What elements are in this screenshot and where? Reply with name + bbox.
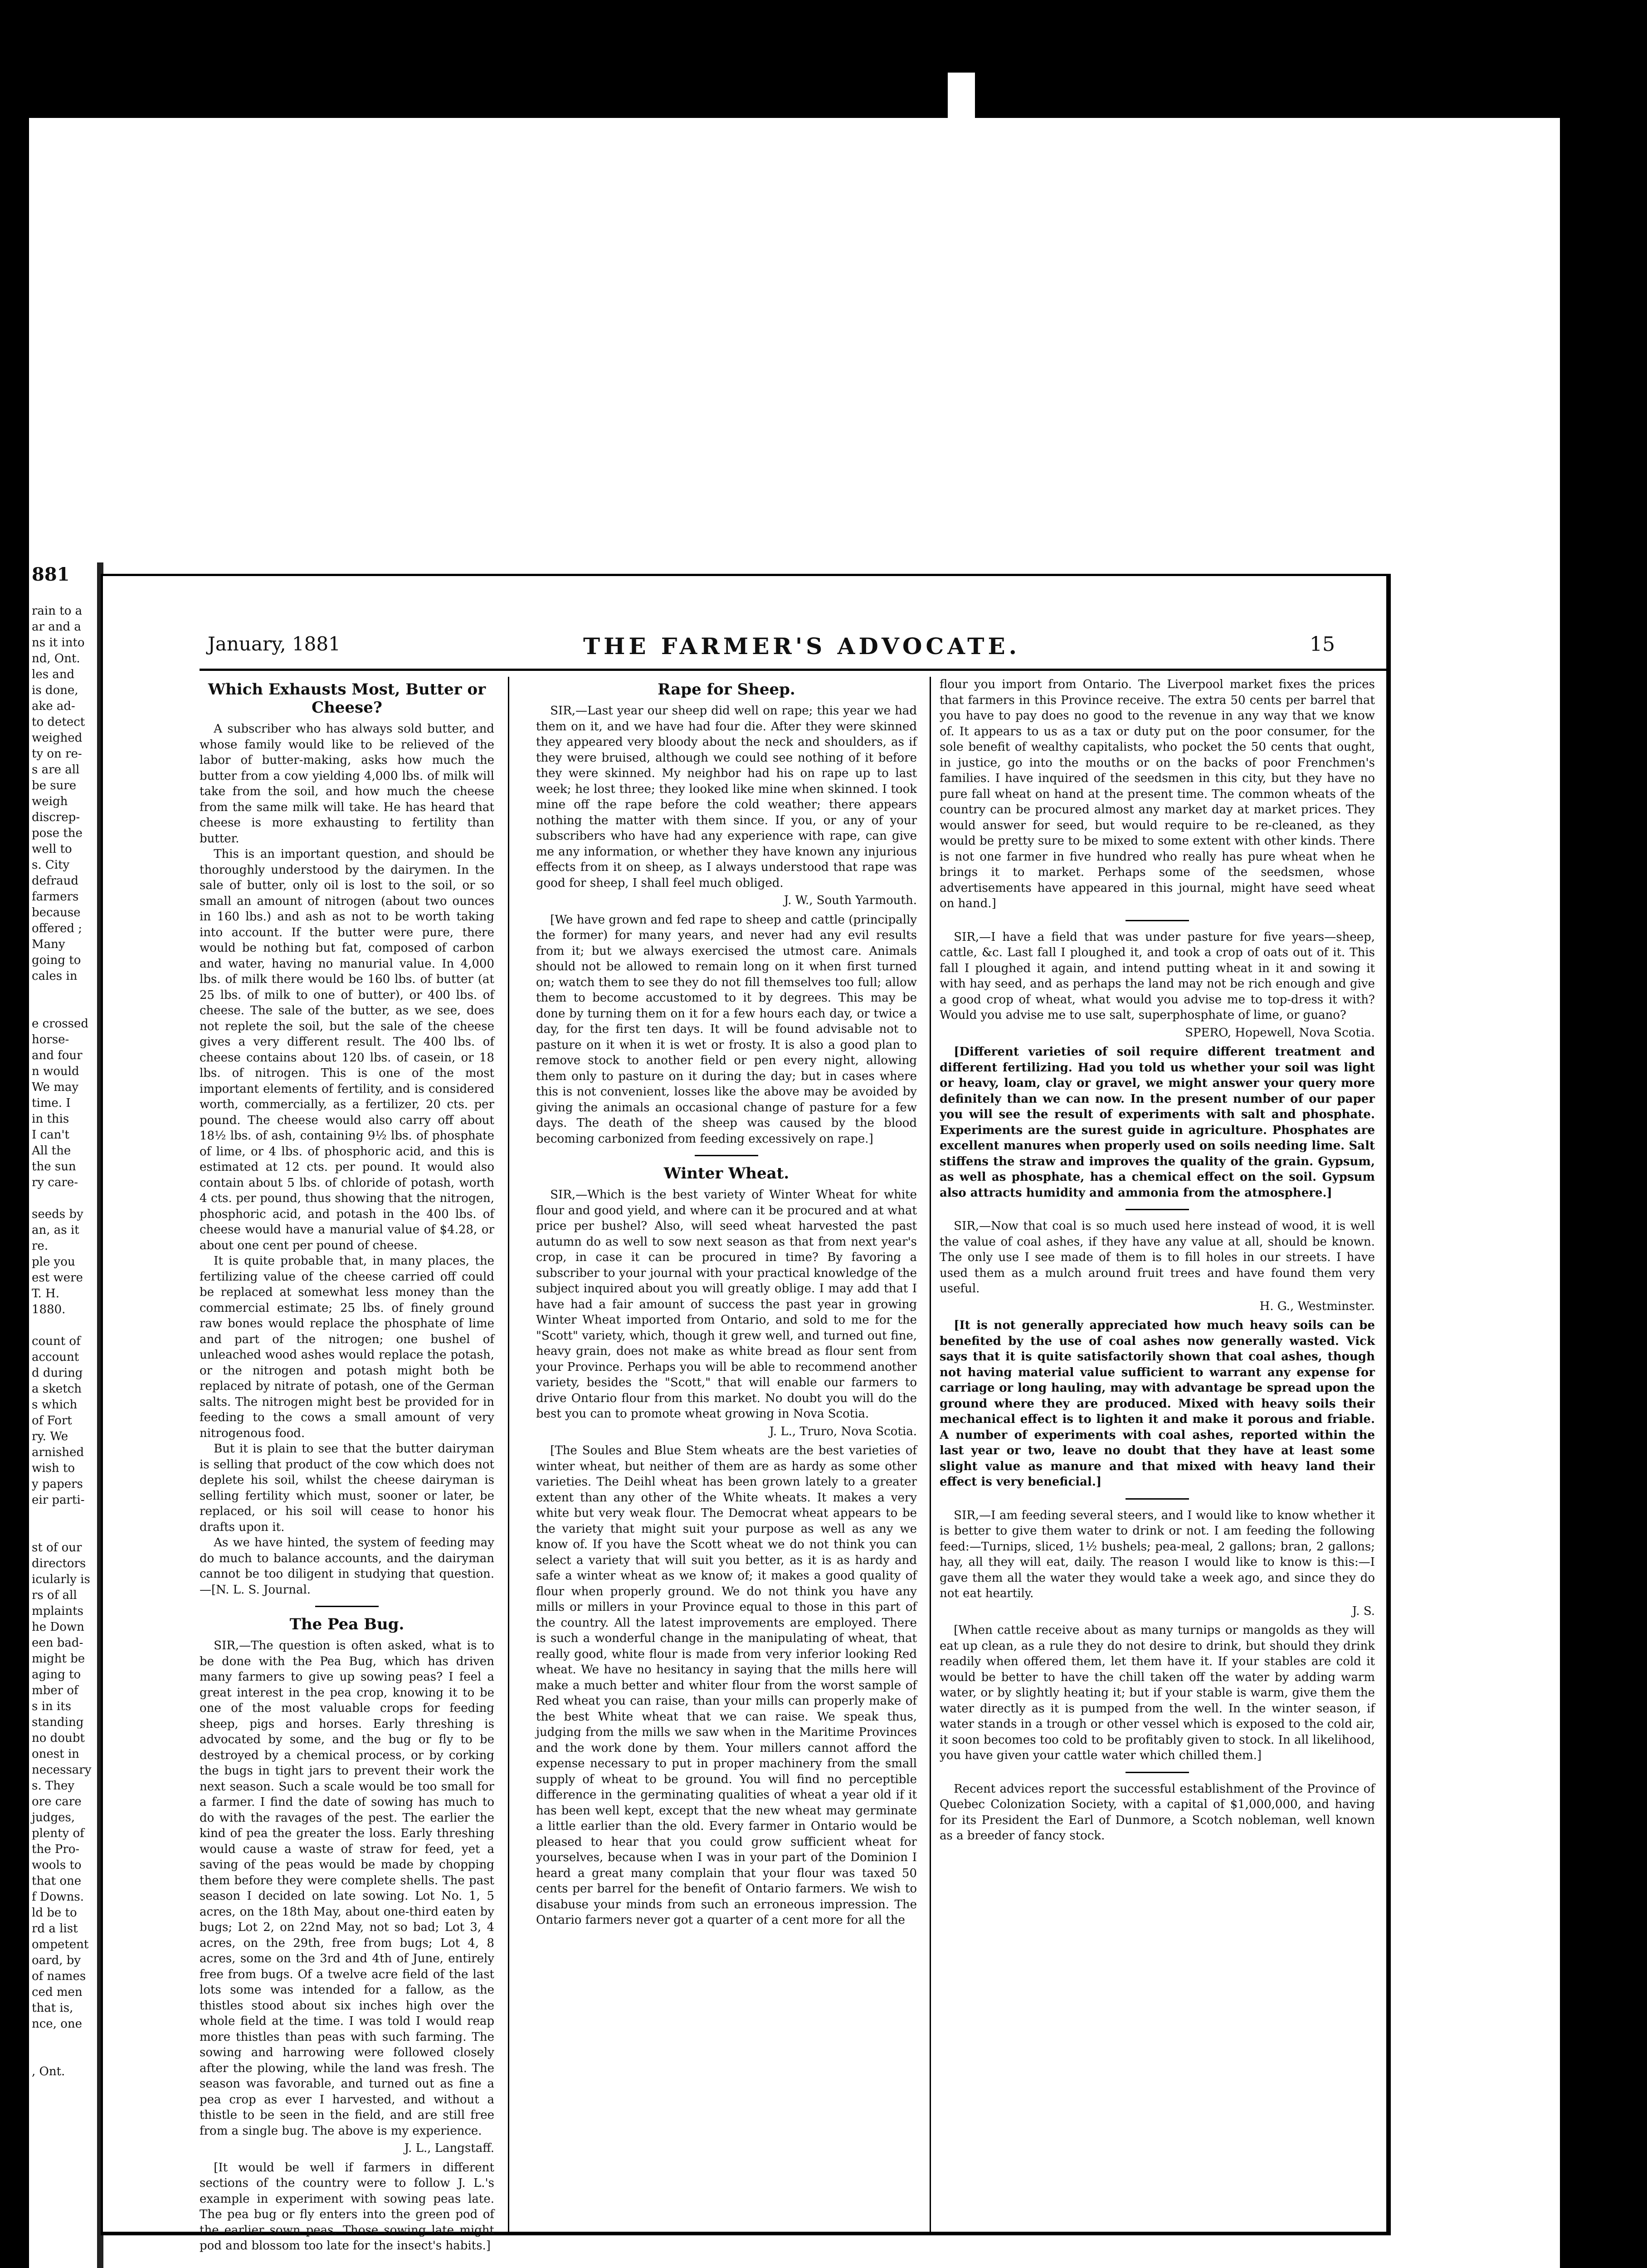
header-rule	[200, 669, 1388, 671]
paragraph: SIR,—The question is often asked, what is to be done with the Pea Bug, which has driven many farmers to give up sowing peas? I feel a great interest in the pea crop, knowing it to be one of the most valuable crops for feeding sheep, pigs and horses. Early threshing is advocated by some, and the bug or fly to be destroyed by a chemical process, or by corking the bugs in tight jars to prevent their work the next season. Such a scale would be too small for a farmer. I find the date of sowing has much to do with the ravages of the pest. The earlier the kind of pea the greater the loss. Early threshing would cause a waste of straw for feed, yet a saving of the peas would be made by chopping them before they were complete shells. The past season I decided on late sowing. Lot No. 1, 5 acres, on the 18th May, about one-third eaten by bugs; Lot 2, on 22nd May, not so bad; Lot 3, 4 acres, on the 29th, free from bugs; Lot 4, 8 acres, some on the 3rd and 4th of June, entirely free from bugs. Of a twelve acre field of the last lots some was intended for a fallow, as the thistles stood about six inches high over the whole field at the time. I was told I would reap more thistles than peas with such farming. The sowing and harrowing were followed closely after the plowing, while the land was fresh. The season was favorable, and turned out as fine a pea crop as ever I harvested, and without a thistle to be seen in the field, and are still free from a single bug. The above is my experience.	[200, 1639, 494, 2138]
page-number: 15	[1310, 633, 1335, 656]
paragraph: But it is plain to see that the butter dairyman is selling that product of the cow which does not deplete his soil, whilst the cheese dairyman is selling fertility which must, sooner or later, be replaced, or his soil will cease to honor his drafts upon it.	[200, 1442, 494, 1534]
editor-note: [Different varieties of soil require different treatment and different fertilizing. Had you told us whether your soil was light or heavy, loam, clay or gravel, we might answer your query more definitely than we can now. In the present number of our paper you will see the result of experiments with salt and phosphate. Experiments are the surest guide in agriculture. Phosphates are excellent manures when properly used on soils needing lime. Salt stiffens the straw and improves the quality of the grain. Gypsum, as well as phosphate, has a chemical effect on the soil. Gypsum also attracts humidity and ammonia from the atmosphere.]	[940, 1045, 1375, 1200]
section-divider	[1126, 1498, 1189, 1500]
previous-page-text: rain to a ar and a ns it into nd, Ont. les and is done, ake ad- to detect weighed ty on re- s are all be sure weigh discrep- pose the well to s. City defraud farmers because offered ; Many going to cales in e crossed horse- and four n would We may time. I in this I can't All the the sun ry care- seeds by an, as it re. ple you est were T. H. 1880. count of account d during a sketch s which of Fort ry. We arnished wish to y papers eir parti- st of our directors icularly is rs of all mplaints he Down een bad- might be aging to mber of s in its standing no doubt onest in necessary s. They ore care judges, plenty of the Pro- wools to that one f Downs. ld be to rd a list ompetent oard, by of names ced men that is, nce, one , Ont.	[32, 604, 92, 2078]
editor-note: [We have grown and fed rape to sheep and cattle (principally the former) for many years, and never had any evil results from it; but we always exercised the utmost care. Animals should not be allowed to remain long on it when first turned on; watch them to see they do not fill themselves too full; allow them to become accustomed to it by degrees. This may be done by turning them on it for a few hours each day, or twice a day, for the first ten days. It will be found advisable not to pasture on it when it is wet or frosty. It is also a good plan to remove stock to another field or pen every night, allowing them only to pasture on it during the day; but in cases where this is not convenient, losses like the above may be avoided by giving the animals an occasional change of pasture for a few days. The death of the sheep was caused by the blood becoming carbonized from feeding excessively on rape.]	[536, 913, 917, 1146]
article-title-winter-wheat: Winter Wheat.	[663, 1164, 789, 1183]
column-1	[200, 677, 494, 2254]
editor-note: [It would be well if farmers in different sections of the country were to follow J. L.'s example in experiment with sowing peas late. The pea bug or fly enters into the green pod of the earlier sown peas. Those sowing late might pod and blossom too late for the insect's habits.]	[200, 2160, 494, 2253]
scan-border-right	[1560, 0, 1647, 2268]
paragraph: SIR,—Which is the best variety of Winter Wheat for white flour and good yield, and where can it be procured and at what price per bushel? Also, will seed wheat harvested the past autumn do as well to sow next season as that from next year's crop, in case it can be procured in time? By favoring a subscriber to your journal with your practical knowledge of the subject inquired about you will greatly oblige. I may add that I have had a fair amount of success the past year in growing Winter Wheat imported from Ontario, and sold to me for the "Scott" variety, which, though it grew well, and turned out fine, heavy grain, does not make as white bread as flour sent from your Province. Perhaps you will be able to recommend another variety, besides the "Scott," that will enable our farmers to drive Ontario flour from this market. No doubt you will do the best you can to promote wheat growing in Nova Scotia.	[536, 1188, 917, 1421]
issue-date: January, 1881	[208, 633, 341, 655]
article-title-pea-bug: The Pea Bug.	[289, 1615, 404, 1633]
signature: J. L., Truro, Nova Scotia.	[769, 1424, 917, 1438]
column-2	[536, 677, 917, 1928]
section-divider	[1126, 920, 1189, 921]
scan-notch	[948, 73, 975, 118]
paragraph: flour you import from Ontario. The Liverpool market fixes the prices that farmers in this Province receive. The extra 50 cents per barrel that you have to pay does no good to the revenue in any way that we know of. It appears to us as a tax or duty put on the poor consumer, for the sole benefit of wealthy capitalists, who pocket the 50 cents that ought, in justice, go into the mouths or on the backs of poor Frenchmen's families. I have inquired of the seedsmen in this city, but they have no pure fall wheat on hand at the present time. The common wheats of the country can be procured almost any market day at market prices. They would answer for seed, but would require to be re-cleaned, as they would be pretty sure to be mixed to some extent with other kinds. There is not one farmer in five hundred who really has pure wheat when he brings it to market. Perhaps some of the seedsmen, whose advertisements have appeared in this journal, might have seed wheat on hand.]	[940, 678, 1375, 910]
section-divider	[1126, 1209, 1189, 1210]
paragraph: As we have hinted, the system of feeding may do much to balance accounts, and the dairyman cannot be too diligent in studying that question. —[N. L. S. Journal.	[200, 1536, 494, 1597]
paragraph: Recent advices report the successful establishment of the Province of Quebec Colonization Society, with a capital of $1,000,000, and having for its President the Earl of Dunmore, a Scotch nobleman, well known as a breeder of fancy stock.	[940, 1782, 1375, 1843]
article-title-rape-for-sheep: Rape for Sheep.	[658, 680, 795, 699]
scan-border-left	[0, 0, 29, 2268]
paragraph: This is an important question, and should be thoroughly understood by the dairymen. In the sale of butter, only oil is lost to the soil, or so small an amount of nitrogen (about two ounces in 160 lbs.) and ash as not to be worth taking into account. If the butter were pure, there would be nothing but fat, composed of carbon and water, having no manurial value. In 4,000 lbs. of milk there would be 160 lbs. of butter (at 25 lbs. of milk to one of butter), or 400 lbs. of cheese. The sale of the butter, as we see, does not replete the soil, but the sale of the cheese gives a very different result. The 400 lbs. of cheese contains about 120 lbs. of casein, or 18 lbs. of nitrogen. This is one of the most important elements of fertility, and is considered worth, commercially, as a fertilizer, 20 cts. per pound. The cheese would also carry off about 18½ lbs. of ash, containing 9½ lbs. of phosphate of lime, or 4 lbs. of phosphoric acid, and this is estimated at 12 cts. per pound. It would also contain about 5 lbs. of chloride of potash, worth 4 cts. per pound, thus showing that the nitrogen, phosphoric acid, and potash in the 400 lbs. of cheese would have a manurial value of $4.28, or about one cent per pound of cheese.	[200, 847, 494, 1252]
paragraph: SIR,—I have a field that was under pasture for five years—sheep, cattle, &c. Last fall I ploughed it, and took a crop of oats out of it. This fall I ploughed it again, and intend putting wheat in it and sowing it with hay seed, and as perhaps the land may not be rich enough and give a good crop of wheat, what would you advise me to top-dress it with? Would you advise me to use salt, superphosphate of lime, or guano?	[940, 930, 1375, 1022]
paragraph: SIR,—I am feeding several steers, and I would like to know whether it is better to give them water to drink or not. I am feeding the following feed:—Turnips, sliced, 1½ bushels; pea-meal, 2 gallons; bran, 2 gallons; hay, all they will eat, daily. The reason I would like to know is this:—I gave them all the water they would take a week ago, and since they do not eat heartily.	[940, 1508, 1375, 1600]
signature: J. L., Langstaff.	[404, 2141, 494, 2155]
previous-page-number: 881	[32, 564, 70, 585]
editor-note: [The Soules and Blue Stem wheats are the best varieties of winter wheat, but neither of them are as hardy as some other varieties. The Deihl wheat has been grown lately to a greater extent than any other of the White wheats. It makes a very white but very weak flour. The Democrat wheat appears to be the variety that might suit your purpose as well as any we know of. If you have the Scott wheat we do not think you can select a variety that will suit you better, as it is as hardy and safe a winter wheat as we know of; it makes a good quality of flour when properly ground. We do not think you have any mills or millers in your Province equal to those in this part of the country. All the latest improvements are employed. There is such a wonderful change in the manipulating of wheat, that really good, white flour is made from very inferior looking Red wheat. We have no hesitancy in saying that the mills here will make a much better and whiter flour from the worst sample of Red wheat you can raise, than your mills can properly make of the best White wheat that we can raise. We speak thus, judging from the mills we saw when in the Maritime Provinces and the work done by them. Your millers cannot afford the expense necessary to put in proper machinery from the small supply of wheat to be ground. You will find no perceptible difference in the germinating qualities of wheat a year old if it has been well kept, except that the new wheat may germinate a little earlier than the old. Every farmer in Ontario would be pleased to hear that you could grow sufficient wheat for yourselves, because when I was in your part of the Dominion I heard a great many complain that your flour was taxed 50 cents per barrel for the benefit of Ontario farmers. We wish to disabuse your minds from such an erroneous impression. The Ontario farmers never got a quarter of a cent more for all the	[536, 1444, 917, 1927]
signature: SPERO, Hopewell, Nova Scotia.	[1185, 1026, 1375, 1040]
column-rule	[930, 677, 931, 2233]
column-3	[940, 677, 1375, 1844]
scan-border-top	[0, 0, 1647, 118]
signature: H. G., Westminster.	[1259, 1299, 1375, 1313]
paragraph: A subscriber who has always sold butter, and whose family would like to be relieved of the labor of butter-making, asks how much the butter from a cow yielding 4,000 lbs. of milk will take from the soil, and how much the cheese from the same milk will take. He has heard that cheese is more exhausting to fertility than butter.	[200, 722, 494, 846]
article-title-butter-cheese: Which Exhausts Most, Butter or Cheese?	[208, 680, 486, 717]
section-divider	[1126, 1772, 1189, 1773]
section-divider	[315, 1606, 379, 1607]
editor-note: [When cattle receive about as many turnips or mangolds as they will eat up clean, as a rule they do not desire to drink, but should they drink readily when offered them, let them have it. If your stables are cold it would be better to have the chill taken off the water by adding warm water, or by slightly heating it; but if your stable is warm, give them the water directly as it is pumped from the well. In the winter season, if water stands in a trough or other vessel which is exposed to the cold air, it soon becomes too cold to be profitably given to stock. In all likelihood, you have given your cattle water which chilled them.]	[940, 1623, 1375, 1762]
editor-note: [It is not generally appreciated how much heavy soils can be benefited by the use of coal ashes now generally wasted. Vick says that it is quite satisfactorily shown that coal ashes, though not having material value sufficient to warrant any expense for carriage or long hauling, may with advantage be spread upon the ground where they are produced. Mixed with heavy soils their mechanical effect is to lighten it and make it porous and friable. A number of experiments with coal ashes, reported within the last year or two, leave no doubt that they have at least some slight value as manure and that mixed with heavy land their effect is very beneficial.]	[940, 1319, 1375, 1489]
signature: J. S.	[1352, 1604, 1375, 1618]
column-rule	[508, 677, 509, 2233]
paragraph: It is quite probable that, in many places, the fertilizing value of the cheese carried off could be replaced at somewhat less money than the commercial estimate; 25 lbs. of finely ground raw bones would replace the phosphate of lime and part of the nitrogen; one bushel of unleached wood ashes would replace the potash, or the nitrogen and potash might both be replaced by nitrate of potash, one of the German salts. The nitrogen might best be provided for in feeding to the cows a small amount of very nitrogenous food.	[200, 1254, 494, 1440]
page-header	[103, 633, 1350, 666]
paragraph: SIR,—Last year our sheep did well on rape; this year we had them on it, and we have had four die. After they were skinned they appeared very bloody about the neck and shoulders, as if they were bruised, although we could see nothing of it before they were skinned. My neighbor had his on rape up to last week; he lost three; they looked like mine when skinned. I took mine off the rape before the cold weather; there appears nothing the matter with them since. If you, or any of your subscribers who have had any experience with rape, can give me any information, or whether they have known any injurious effects from it on sheep, as I always understood that rape was good for sheep, I shall feel much obliged.	[536, 704, 917, 890]
section-divider	[695, 1155, 758, 1156]
signature: J. W., South Yarmouth.	[784, 894, 917, 907]
paragraph: SIR,—Now that coal is so much used here instead of wood, it is well the value of coal ashes, if they have any value at all, should be known. The only use I see made of them is to fill holes in our streets. I have used them as a mulch around fruit trees and have found them very useful.	[940, 1219, 1375, 1295]
masthead: THE FARMER'S ADVOCATE.	[583, 633, 1021, 660]
previous-page-fragment	[29, 551, 97, 2184]
